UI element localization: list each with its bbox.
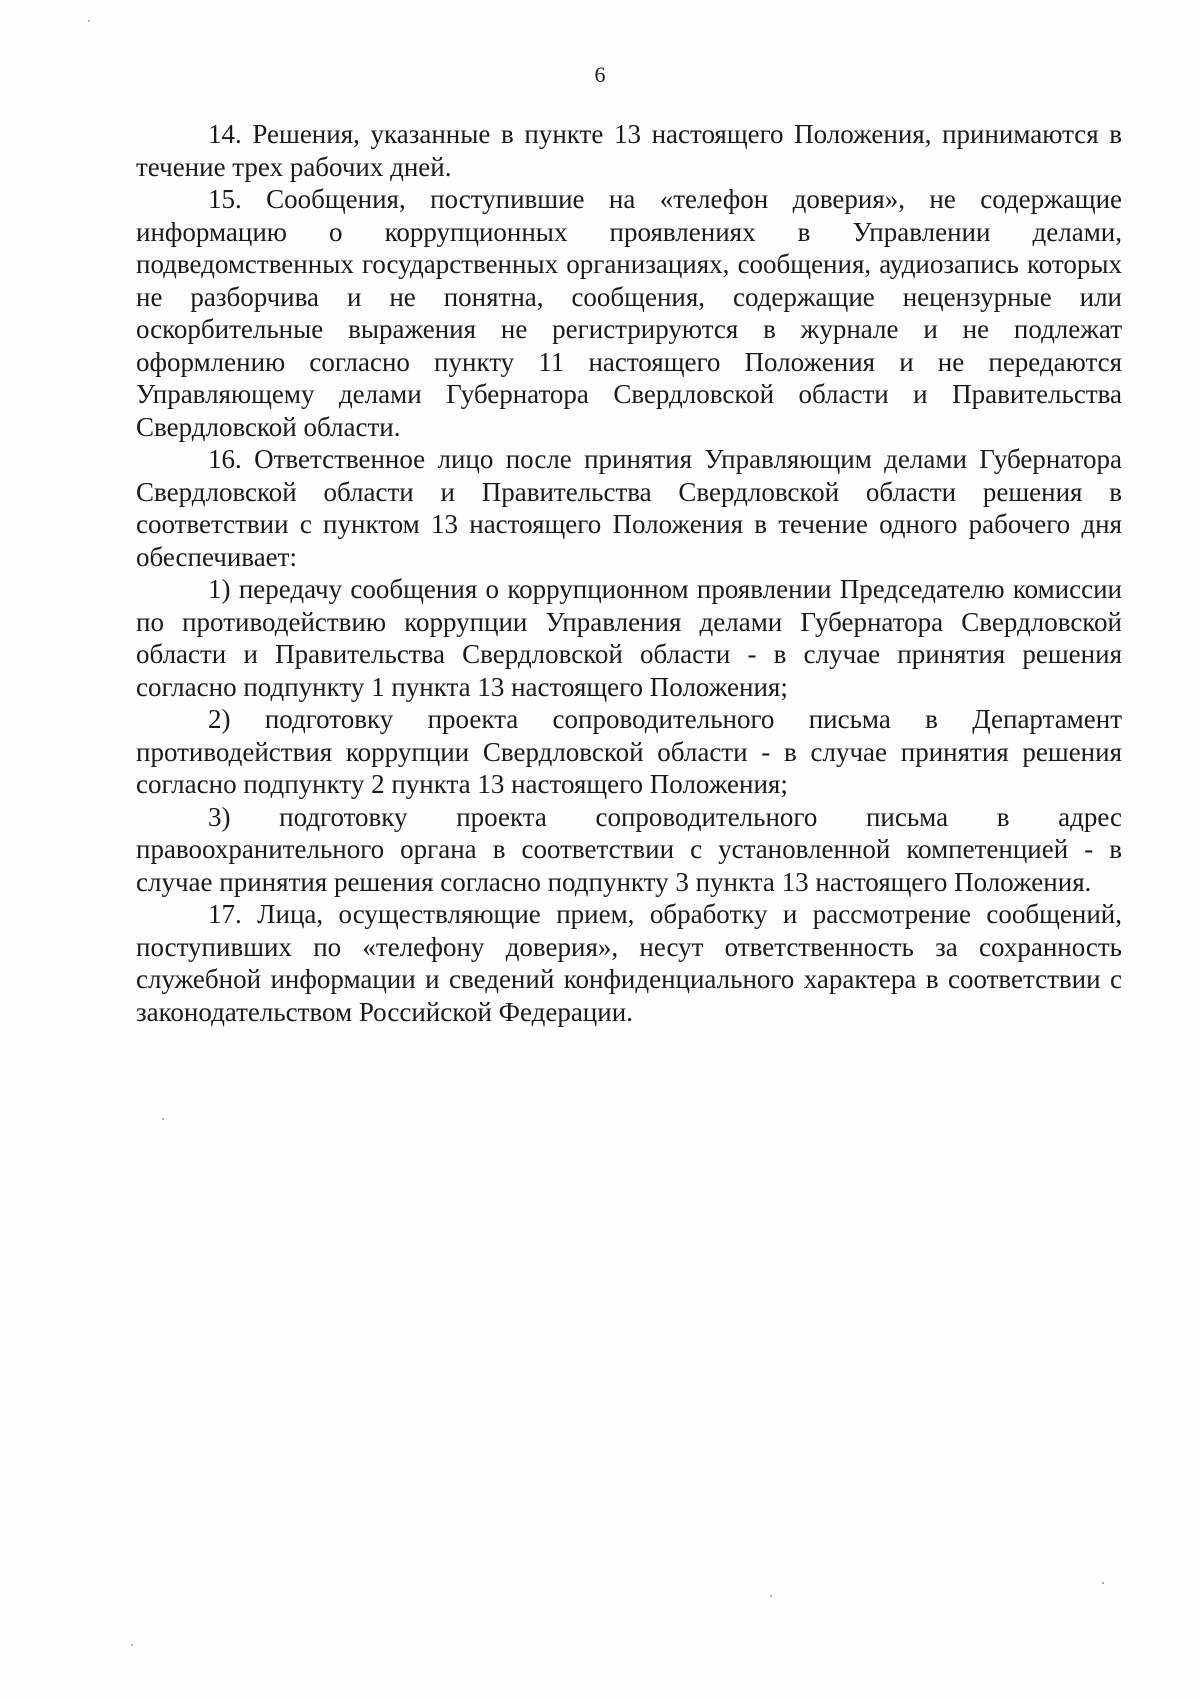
- page-number: 6: [594, 62, 606, 87]
- paragraph-16: 16. Ответственное лицо после принятия Управляющим делами Губернатора Свердловской области и Правительства Свердловской области решения в соответствии с пунктом 13 настоящего Положения в течение одного рабочего дня обеспечивает:: [136, 444, 1122, 572]
- subitem-16-1: 1) передачу сообщения о коррупционном проявлении Председателю комиссии по противодействию коррупции Управления делами Губернатора Свердловской области и Правительства Свердловской области - в случае принятия решения согласно подпункту 1 пункта 13 настоящего Положения;: [136, 574, 1122, 702]
- document-body: [136, 118, 1122, 1028]
- scan-speck: [131, 1644, 133, 1646]
- scan-speck: [162, 1118, 164, 1120]
- paragraph-15: 15. Сообщения, поступившие на «телефон доверия», не содержащие информацию о коррупционных проявлениях в Управлении делами, подведомственных государственных организациях, сообщения, аудиозапись которых не разборчива и не понятна, сообщения, содержащие нецензурные или оскорбительные выражения не регистрируются в журнале и не подлежат оформлению согласно пункту 11 настоящего Положения и не передаются Управляющему делами Губернатора Свердловской области и Правительства Свердловской области.: [136, 184, 1122, 442]
- scan-speck: [1102, 1582, 1104, 1584]
- subitem-16-2: 2) подготовку проекта сопроводительного письма в Департамент противодействия коррупции Свердловской области - в случае принятия решения согласно подпункту 2 пункта 13 настоящего Положения;: [136, 704, 1122, 799]
- paragraph-14: 14. Решения, указанные в пункте 13 настоящего Положения, принимаются в течение трех рабочих дней.: [136, 119, 1122, 182]
- subitem-16-3: 3) подготовку проекта сопроводительного письма в адрес правоохранительного органа в соответствии с установленной компетенцией - в случае принятия решения согласно подпункту 3 пункта 13 настоящего Положения.: [136, 801, 1122, 897]
- paragraph-17: 17. Лица, осуществляющие прием, обработку и рассмотрение сообщений, поступивших по «телефону доверия», несут ответственность за сохранность служебной информации и сведений конфиденциального характера в соответствии с законодательством Российской Федерации.: [136, 899, 1122, 1027]
- scan-speck: [88, 20, 90, 22]
- scan-speck: [770, 1595, 772, 1597]
